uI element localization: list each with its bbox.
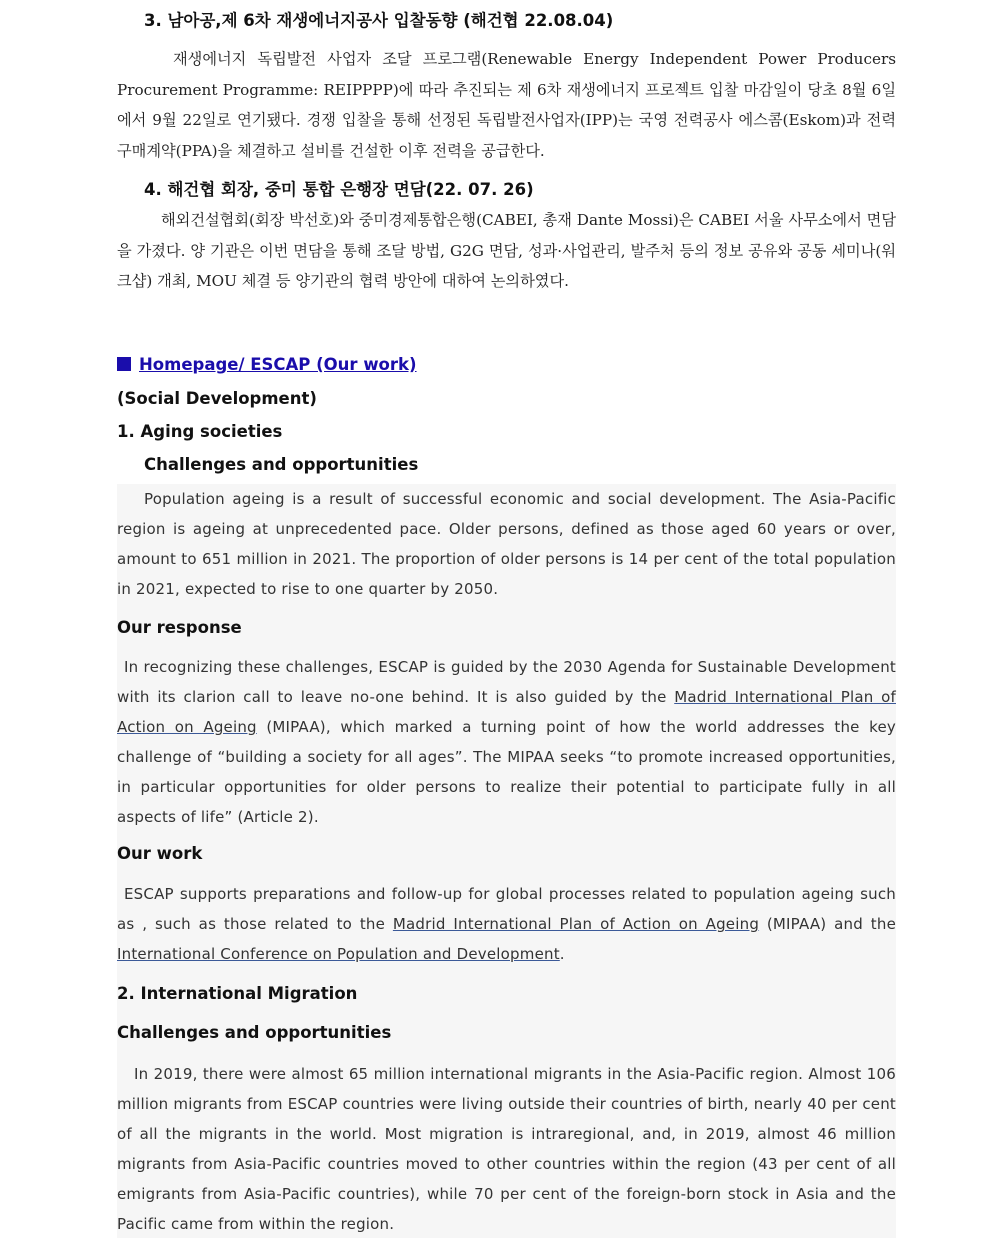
square-bullet-icon (117, 357, 131, 371)
news-heading-3: 3. 남아공,제 6차 재생에너지공사 입찰동향 (해건협 22.08.04) (144, 11, 614, 30)
our-work-paragraph (117, 879, 896, 969)
migration-title: 2. International Migration (117, 984, 358, 1003)
migration-subtitle: Challenges and opportunities (117, 1023, 392, 1042)
our-response-title: Our response (117, 618, 242, 637)
our-response-paragraph (117, 652, 896, 832)
work-text-c: . (559, 945, 565, 963)
news-body-3: 재생에너지 독립발전 사업자 조달 프로그램(Renewable Energy Independent Power Producers Procurement Programme: REIPPPP)에 따라 추진되는 제 6차 재생에너지 프로젝트 입찰 마감일이 당초 8월 6일에서 9월 22일로 연기됐다. 경쟁 입찰을 통해 선정된 독립발전사업자(IPP)는 국영 전력공사 에스콤(Eskom)과 전력구매계약(PPA)을 체결하고 설비를 건설한 이후 전력을 공급한다. (117, 50, 896, 160)
response-text-b: (MIPAA), which marked a turning point of how the world addresses the key challenge of “building a society for all ages”. The MIPAA seeks “to promote increased opportunities, in particular opportunities for older persons to realize their potential to participate fully in all aspects of life” (Article 2). (117, 718, 896, 826)
migration-paragraph: In 2019, there were almost 65 million international migrants in the Asia-Pacific region. Almost 106 million migrants from ESCAP countries were living outside their countries of birth, nearly 40 per cent of all the migrants in the world. Most migration is intraregional, and, in 2019, almost 46 million migrants from Asia-Pacific countries moved to other countries within the region (43 per cent of all emigrants from Asia-Pacific countries), while 70 per cent of the foreign-born stock in Asia and the Pacific came from within the region. (117, 1065, 896, 1233)
aging-paragraph: Population ageing is a result of successful economic and social development. The Asia-Pacific region is ageing at unprecedented pace. Older persons, defined as those aged 60 years or over, amount to 651 million in 2021. The proportion of older persons is 14 per cent of the total population in 2021, expected to rise to one quarter by 2050. (117, 490, 896, 598)
icpd-link[interactable]: International Conference on Population and Development (117, 945, 560, 963)
mipaa-link[interactable]: Madrid International Plan of Action on Ageing (117, 688, 896, 736)
homepage-link-label: Homepage/ ESCAP (Our work) (139, 355, 417, 374)
work-text-a: ESCAP supports preparations and follow-up for global processes related to population ageing such as , such as those related to the (117, 885, 896, 933)
news-body-4: 해외건설협회(회장 박선호)와 중미경제통합은행(CABEI, 총재 Dante Mossi)은 CABEI 서울 사무소에서 면담을 가졌다. 양 기관은 이번 면담을 통해 조달 방법, G2G 면담, 성과·사업관리, 발주처 등의 정보 공유와 공동 세미나(워크샵) 개최, MOU 체결 등 양기관의 협력 방안에 대하여 논의하였다. (117, 211, 896, 290)
work-text-b: (MIPAA) and the (759, 915, 897, 933)
mipaa-link-2[interactable]: Madrid International Plan of Action on Ageing (392, 915, 760, 933)
homepage-link[interactable] (117, 355, 896, 374)
news-heading-4: 4. 해건협 회장, 중미 통합 은행장 면담(22. 07. 26) (144, 180, 534, 199)
response-text-a: In recognizing these challenges, ESCAP is guided by the 2030 Agenda for Sustainable Development with its clarion call to leave no-one behind. It is also guided by the (117, 658, 896, 706)
our-work-title: Our work (117, 844, 203, 863)
aging-title: 1. Aging societies (117, 422, 283, 441)
section-social-development: (Social Development) (117, 389, 317, 408)
aging-subtitle: Challenges and opportunities (144, 455, 419, 474)
